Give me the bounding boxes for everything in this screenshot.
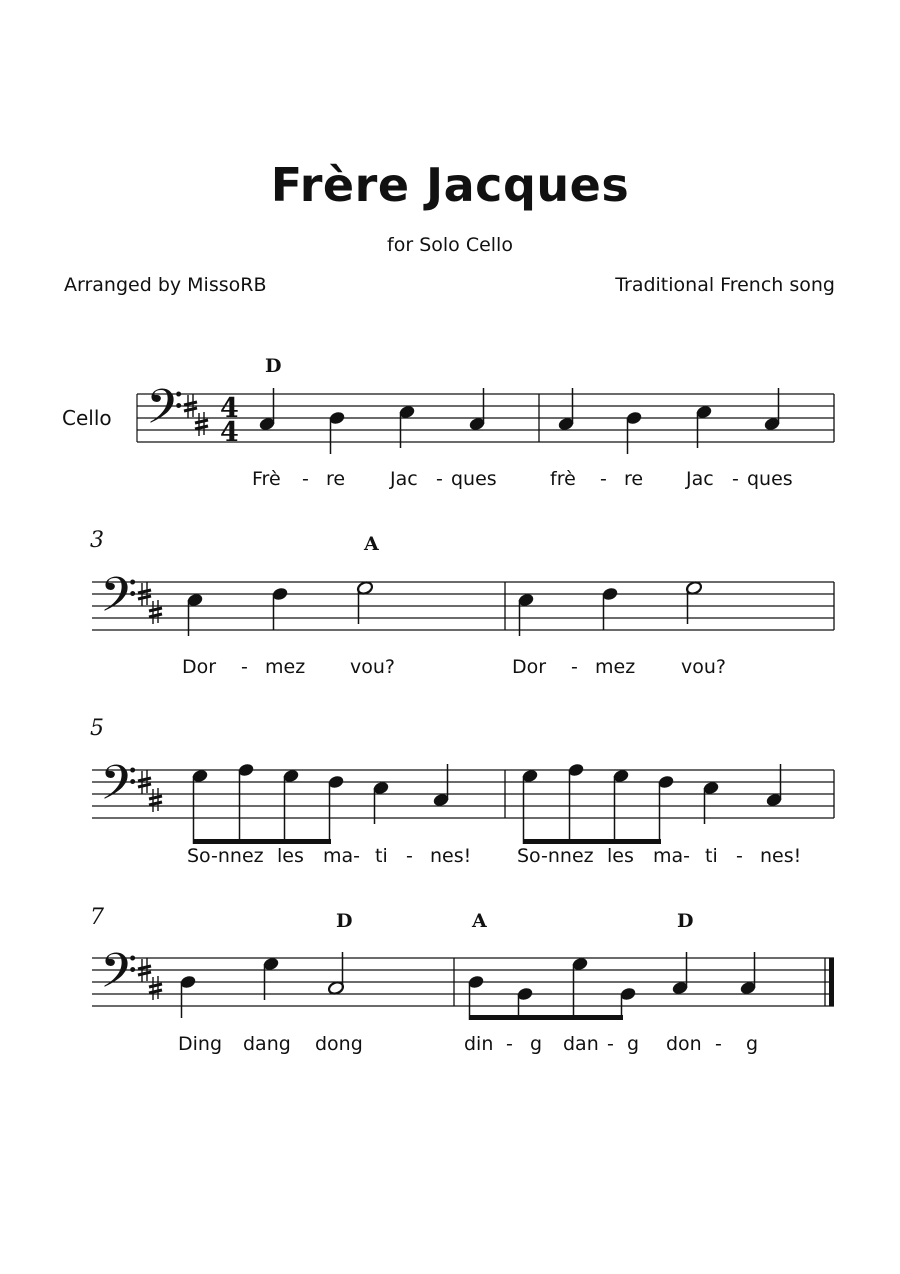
measure-number: 7	[90, 905, 104, 930]
lyric-syllable: ques	[747, 468, 793, 490]
sharp-icon	[149, 976, 162, 1000]
lyric-syllable: les	[607, 845, 634, 867]
lyric-hyphen: -	[241, 656, 248, 678]
lyric-hyphen: -	[571, 656, 578, 678]
lyric-syllable: Dor	[512, 656, 547, 678]
sharp-stroke	[149, 802, 162, 805]
lyric-hyphen: -	[506, 1033, 513, 1055]
sharp-stroke	[195, 420, 208, 423]
sharp-stroke	[138, 596, 151, 599]
beam	[524, 839, 662, 844]
lyric-syllable: nes!	[760, 845, 802, 867]
sharp-stroke	[138, 778, 151, 781]
sharp-stroke	[184, 408, 197, 411]
sharp-stroke	[149, 608, 162, 611]
lyric-hyphen: -	[736, 845, 743, 867]
lyric-syllable: re	[624, 468, 644, 490]
lyric-syllable: ma-	[653, 845, 691, 867]
chord-symbol: D	[265, 355, 282, 377]
sharp-stroke	[149, 984, 162, 987]
instrument-label: Cello	[62, 406, 112, 430]
bass-clef-icon: 𝄢	[146, 378, 184, 447]
lyric-syllable: Frè	[252, 468, 281, 490]
lyric-syllable: dan	[563, 1033, 599, 1055]
lyric-syllable: Jac	[390, 468, 418, 490]
chord-symbol: A	[472, 910, 487, 932]
beam	[470, 1015, 624, 1020]
sharp-stroke	[149, 796, 162, 799]
lyric-syllable: don	[666, 1033, 702, 1055]
final-barline	[829, 958, 834, 1006]
lyric-syllable: ti	[705, 845, 718, 867]
lyric-syllable: re	[326, 468, 346, 490]
measure-number: 5	[90, 716, 104, 741]
lyric-hyphen: -	[436, 468, 443, 490]
lyric-syllable: nes!	[430, 845, 472, 867]
arranger-credit: Arranged by MissoRB	[64, 274, 267, 296]
bass-clef-icon: 𝄢	[100, 566, 138, 635]
sharp-icon	[195, 412, 208, 436]
lyric-syllable: dong	[315, 1033, 363, 1055]
bass-clef-icon: 𝄢	[100, 942, 138, 1011]
sharp-stroke	[138, 784, 151, 787]
chord-symbol: D	[336, 910, 353, 932]
sharp-stroke	[149, 990, 162, 993]
sharp-stroke	[138, 972, 151, 975]
time-signature-digit: 4	[220, 393, 239, 424]
lyric-syllable: ques	[451, 468, 497, 490]
measure-number: 3	[90, 528, 104, 553]
lyric-syllable: g	[530, 1033, 543, 1055]
lyric-hyphen: -	[302, 468, 309, 490]
sharp-icon	[149, 600, 162, 624]
lyric-syllable: din	[464, 1033, 494, 1055]
chord-symbol: D	[677, 910, 694, 932]
lyric-syllable: So-nnez	[187, 845, 264, 867]
lyric-syllable: Jac	[686, 468, 714, 490]
sharp-stroke	[195, 426, 208, 429]
lyric-syllable: Dor	[182, 656, 217, 678]
lyric-hyphen: -	[600, 468, 607, 490]
lyric-syllable: les	[277, 845, 304, 867]
sharp-stroke	[149, 614, 162, 617]
lyric-syllable: vou?	[350, 656, 395, 678]
lyric-hyphen: -	[715, 1033, 722, 1055]
lyric-syllable: frè	[550, 468, 576, 490]
score-subtitle: for Solo Cello	[387, 234, 513, 256]
lyric-hyphen: -	[732, 468, 739, 490]
chord-symbol: A	[364, 533, 379, 555]
lyric-hyphen: -	[406, 845, 413, 867]
lyric-hyphen: -	[607, 1033, 614, 1055]
lyric-syllable: mez	[265, 656, 306, 678]
lyric-syllable: ti	[375, 845, 388, 867]
sharp-stroke	[138, 966, 151, 969]
sharp-stroke	[138, 590, 151, 593]
lyric-syllable: vou?	[681, 656, 726, 678]
score-title: Frère Jacques	[270, 158, 630, 212]
bass-clef-icon: 𝄢	[100, 754, 138, 823]
lyric-syllable: g	[746, 1033, 759, 1055]
composer-credit: Traditional French song	[615, 274, 835, 296]
time-signature-digit: 4	[220, 417, 239, 448]
sharp-icon	[149, 788, 162, 812]
lyric-syllable: mez	[595, 656, 636, 678]
lyric-syllable: So-nnez	[517, 845, 594, 867]
beam	[194, 839, 332, 844]
lyric-syllable: g	[627, 1033, 640, 1055]
lyric-syllable: dang	[243, 1033, 291, 1055]
sharp-stroke	[184, 402, 197, 405]
lyric-syllable: Ding	[178, 1033, 223, 1055]
lyric-syllable: ma-	[323, 845, 361, 867]
